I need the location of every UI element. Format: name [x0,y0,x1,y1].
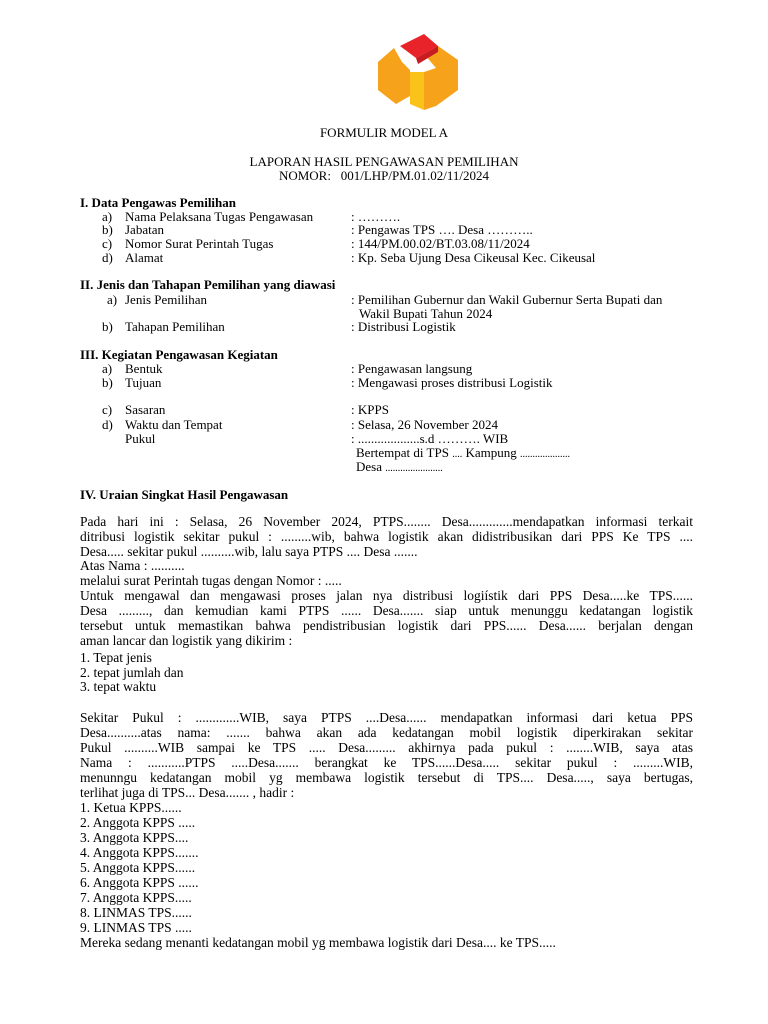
report-title: LAPORAN HASIL PENGAWASAN PEMILIHAN [249,154,519,169]
list-item: 2. Anggota KPPS ..... [80,815,196,830]
nomor-surat-line: melalui surat Perintah tugas dengan Nomor : ..... [80,573,342,588]
section1-heading: I. Data Pengawas Pemilihan [80,195,236,210]
s3-label: Waktu dan Tempat [125,417,223,432]
s1-value: : 144/PM.00.02/BT.03.08/11/2024 [351,236,530,251]
paragraph-line: Desa..........atas nama: ....... bahwa akan ada kedatangan mobil logistik diperkirakan sekitar [80,725,693,740]
section3-heading: III. Kegiatan Pengawasan Kegiatan [80,347,278,362]
s3-letter: d) [102,417,113,432]
closing-line: Mereka sedang menanti kedatangan mobil yg membawa logistik dari Desa.... ke TPS..... [80,935,556,950]
list-item: 1. Ketua KPPS...... [80,800,182,815]
s3-letter: b) [102,375,113,390]
paragraph-line: Pukul ..........WIB sampai ke TPS ..... Desa......... akhirnya pada pukul : ........WIB, saya atas [80,740,693,755]
s1-letter: a) [102,209,113,224]
paragraph-line: Sekitar Pukul : .............WIB, saya PTPS ....Desa...... mendapatkan informasi dari ketua PPS [80,710,693,725]
s1-letter: c) [102,236,113,251]
paragraph-line: Nama : ...........PTPS .....Desa....... berangkat ke TPS......Desa..... sekitar pukul : .........WIB, [80,755,693,770]
paragraph-line: ditribusi logistik sekitar pukul : .........wib, bahwa logistik akan didistribusikan dari PPS Ke TPS .... [80,529,693,544]
form-title: FORMULIR MODEL A [319,125,449,140]
number-value: 001/LHP/PM.01.02/11/2024 [340,168,490,183]
atas-nama-line: Atas Nama : .......... [80,558,185,573]
s2-value-cont: Wakil Bupati Tahun 2024 [359,306,493,321]
tempat-kampung-label: Kampung [465,445,517,460]
s3-value: : KPPS [351,402,389,417]
list-item: 7. Anggota KPPS..... [80,890,192,905]
logo-yellow-bottom [410,72,424,110]
s2-letter: a) [107,292,118,307]
s3-value: : Mengawasi proses distribusi Logistik [351,375,553,390]
paragraph-line: Pada hari ini : Selasa, 26 November 2024, PTPS........ Desa.............mendapatkan informasi terkait [80,514,693,529]
logo-orange-left [378,48,410,104]
pukul-label: Pukul [125,431,156,446]
s2-label: Tahapan Pemilihan [125,319,225,334]
bawaslu-logo-icon [374,32,462,112]
list-item: 2. tepat jumlah dan [80,665,184,680]
section2-heading: II. Jenis dan Tahapan Pemilihan yang diawasi [80,277,336,292]
s3-label: Sasaran [125,402,166,417]
paragraph-line: aman lancar dan logistik yang dikirim : [80,633,293,648]
s3-value: : Selasa, 26 November 2024 [351,417,498,432]
paragraph-line: menunngu kedatangan mobil yg membawa logistik tersebut di TPS.... Desa....., saya bertugas, [80,770,693,785]
s2-label: Jenis Pemilihan [125,292,207,307]
s1-letter: b) [102,222,113,237]
list-item: 3. tepat waktu [80,679,157,694]
section4-heading: IV. Uraian Singkat Hasil Pengawasan [80,487,289,502]
s3-label: Bentuk [125,361,163,376]
s1-value: : ………. [351,209,401,224]
tempat-tps-label: Bertempat di TPS [356,445,449,460]
paragraph-line: Untuk mengawal dan mengawasi proses jalan nya distribusi logiístik dari PPS Desa.....ke TPS...... [80,588,693,603]
desa-line [356,459,443,476]
paragraph-line: terlihat juga di TPS... Desa....... , hadir : [80,785,295,800]
number-label: NOMOR: [278,168,331,183]
s2-value: : Pemilihan Gubernur dan Wakil Gubernur Serta Bupati dan [351,292,663,307]
s3-letter: c) [102,402,113,417]
s1-value: : Pengawas TPS …. Desa ……….. [351,222,533,237]
s3-label: Tujuan [125,375,162,390]
list-item: 9. LINMAS TPS ..... [80,920,192,935]
list-item: 3. Anggota KPPS.... [80,830,189,845]
list-item: 5. Anggota KPPS...... [80,860,196,875]
tempat-kampung-dots: .................... [519,449,570,460]
list-item: 4. Anggota KPPS....... [80,845,199,860]
list-item: 1. Tepat jenis [80,650,152,665]
s2-value: : Distribusi Logistik [351,319,456,334]
list-item: 6. Anggota KPPS ...... [80,875,199,890]
s1-label: Nama Pelaksana Tugas Pengawasan [125,209,314,224]
paragraph-line: Desa..... sekitar pukul ..........wib, lalu saya PTPS .... Desa ....... [80,544,418,559]
tempat-tps-dots: .... [452,449,463,460]
s1-label: Jabatan [125,222,164,237]
s3-letter: a) [102,361,113,376]
s1-label: Alamat [125,250,164,265]
s1-value: : Kp. Seba Ujung Desa Cikeusal Kec. Cikeusal [351,250,596,265]
s1-letter: d) [102,250,113,265]
paragraph-line: tersebut untuk memastikan bahwa pendistribusian logistik dari PPS...... Desa...... berjalan dengan [80,618,693,633]
tempat-desa-dots: ....................... [385,463,443,474]
s1-label: Nomor Surat Perintah Tugas [125,236,274,251]
list-item: 8. LINMAS TPS...... [80,905,192,920]
report-number [0,168,768,183]
tempat-desa-label: Desa [356,459,382,474]
pukul-value: : ...................s.d ………. WIB [351,431,509,446]
paragraph-line: Desa ........., dan kemudian kami PTPS ...... Desa....... siap untuk menunggu kedatangan logistik [80,603,693,618]
s2-letter: b) [102,319,113,334]
s3-value: : Pengawasan langsung [351,361,473,376]
